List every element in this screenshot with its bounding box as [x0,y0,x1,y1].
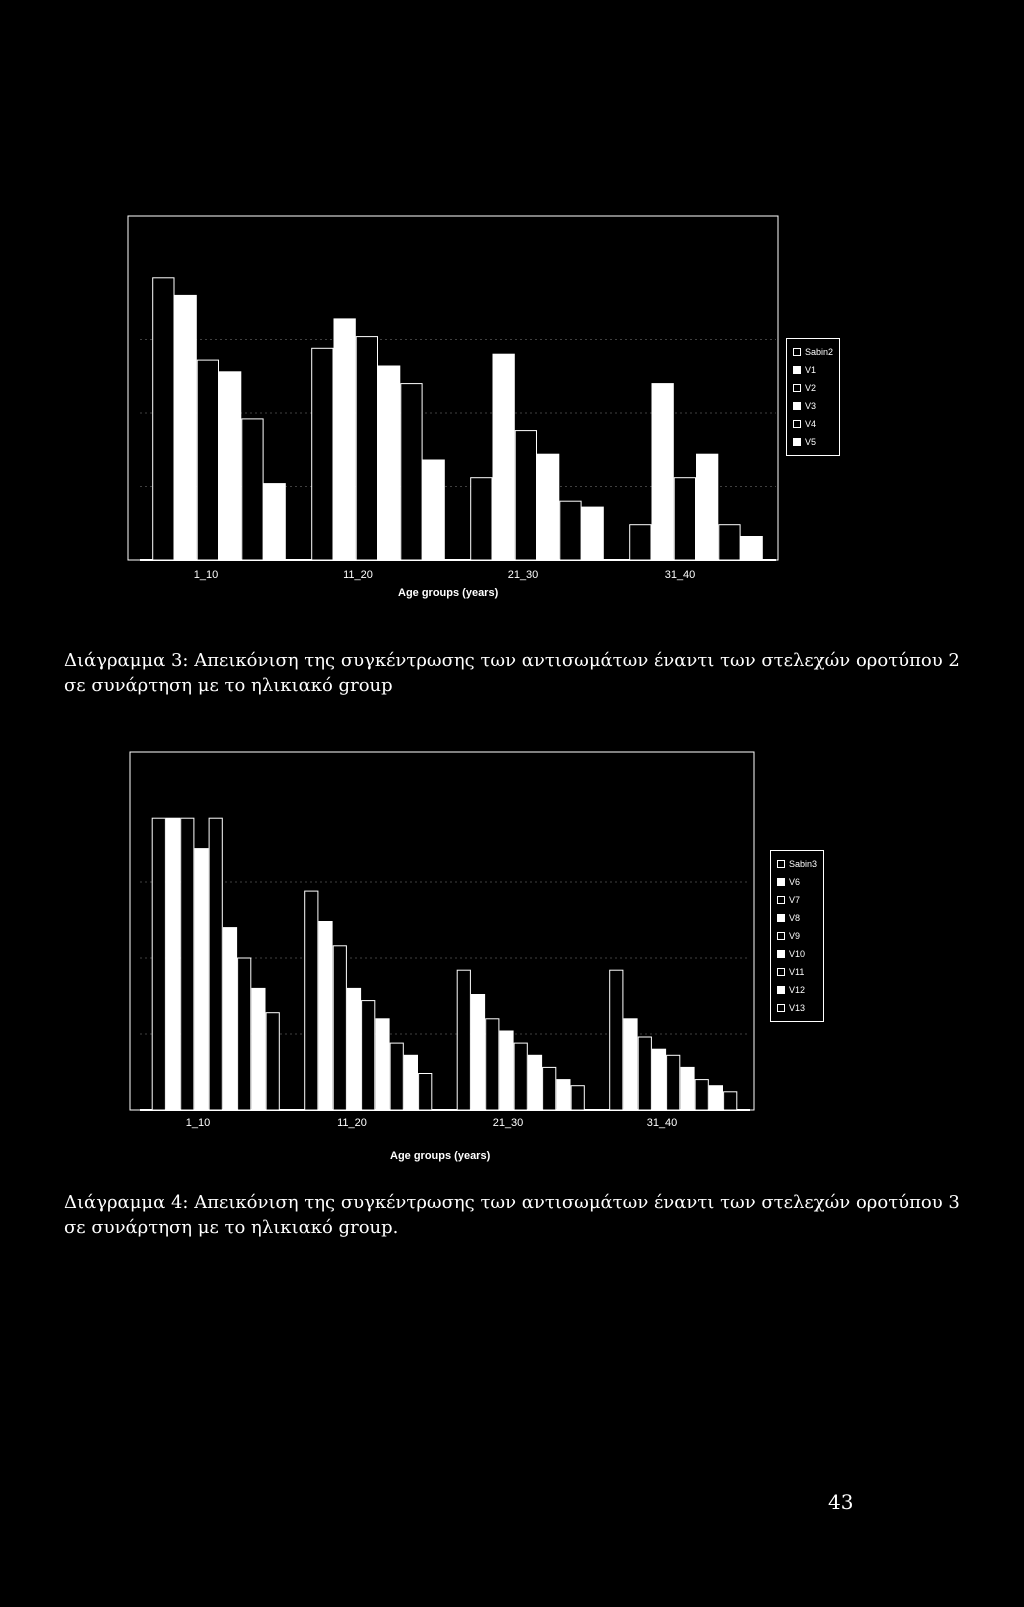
bar-v1-11_20 [334,319,355,560]
bar-v3-1_10 [220,372,241,560]
bar-v5-1_10 [264,484,285,560]
bar-v7-1_10 [181,818,194,1110]
x-tick-label: 1_10 [185,1117,211,1129]
bar-v12-21_30 [557,1080,570,1110]
legend-label: V5 [805,437,817,447]
bar-v9-21_30 [514,1043,527,1110]
legend-swatch [777,896,785,904]
figure-3-caption: Διάγραμμα 3: Απεικόνιση της συγκέντρωσης των αντισωμάτων έναντι των στελεχών οροτύπου 2 σε συνάρτηση με το ηλικιακό group [64,650,960,696]
bar-v13-31_40 [724,1092,737,1110]
bar-v6-1_10 [166,818,179,1110]
legend-swatch [793,402,801,410]
legend-label: Sabin3 [789,859,818,869]
page-number: 43 [828,1490,854,1514]
legend-swatch [793,348,801,356]
bar-v2-11_20 [356,337,377,560]
bar-v11-11_20 [390,1043,403,1110]
bar-v12-31_40 [709,1086,722,1110]
legend-item-v3 [793,397,833,415]
bar-v2-21_30 [515,431,536,560]
bar-v1-21_30 [493,354,514,560]
legend-swatch [777,950,785,958]
bar-v9-11_20 [362,1001,375,1110]
bar-v10-1_10 [223,928,236,1110]
x-tick-label: 11_20 [343,569,373,581]
bar-v11-1_10 [238,958,251,1110]
bar-v3-21_30 [538,454,559,560]
bar-v3-11_20 [379,366,400,560]
chart-1-legend [786,338,840,456]
legend-label: V12 [789,985,806,995]
chart-2-plot [0,740,1024,1160]
bar-v8-11_20 [347,988,360,1110]
legend-item-v10 [777,945,817,963]
legend-label: Sabin2 [805,347,834,357]
legend-swatch [777,986,785,994]
bar-v7-31_40 [638,1037,651,1110]
legend-label: V9 [789,931,801,941]
bar-v7-11_20 [333,946,346,1110]
bar-sabin2-11_20 [312,348,333,560]
legend-swatch [793,384,801,392]
figure-4-caption: Διάγραμμα 4: Απεικόνιση της συγκέντρωσης των αντισωμάτων έναντι των στελεχών οροτύπου 3 σε συνάρτηση με το ηλικιακό group. [64,1192,960,1238]
bar-v6-31_40 [624,1019,637,1110]
x-tick-label: 1_10 [193,569,219,581]
bar-v7-21_30 [486,1019,499,1110]
legend-item-v1 [793,361,833,379]
legend-item-v4 [793,415,833,433]
bar-v2-31_40 [674,478,695,560]
legend-label: V4 [805,419,817,429]
legend-swatch [777,878,785,886]
bar-v8-1_10 [195,849,208,1110]
x-tick-label: 21_30 [492,1117,524,1129]
bar-v5-31_40 [741,537,762,561]
x-tick-label: 31_40 [646,1117,678,1129]
bar-sabin2-31_40 [630,525,651,560]
bar-v8-21_30 [500,1031,513,1110]
legend-label: V10 [789,949,806,959]
legend-label: V8 [789,913,801,923]
bar-v4-1_10 [242,419,263,560]
legend-label: V13 [789,1003,806,1013]
bar-v4-21_30 [560,501,581,560]
legend-item-v11 [777,963,817,981]
legend-label: V1 [805,365,817,375]
bar-v12-11_20 [404,1055,417,1110]
legend-item-v5 [793,433,833,451]
bar-v5-21_30 [582,507,603,560]
bar-v8-31_40 [652,1049,665,1110]
bar-v13-11_20 [419,1074,432,1111]
bar-v4-31_40 [719,525,740,560]
bar-v1-1_10 [175,295,196,560]
bar-v6-11_20 [319,922,332,1111]
legend-label: V7 [789,895,801,905]
legend-item-v12 [777,981,817,999]
bar-v5-11_20 [423,460,444,560]
legend-item-v2 [793,379,833,397]
bar-sabin2-21_30 [471,478,492,560]
chart-1 [0,0,1024,620]
legend-swatch [793,420,801,428]
legend-swatch [777,914,785,922]
legend-swatch [777,968,785,976]
legend-item-sabin2 [793,343,833,361]
bar-v12-1_10 [252,988,265,1110]
bar-sabin3-11_20 [305,891,318,1110]
legend-item-v7 [777,891,817,909]
legend-swatch [793,438,801,446]
bar-v11-21_30 [543,1067,556,1110]
legend-item-v13 [777,999,817,1017]
bar-v10-31_40 [681,1067,694,1110]
legend-label: V3 [805,401,817,411]
legend-item-v9 [777,927,817,945]
legend-label: V2 [805,383,817,393]
bar-v2-1_10 [197,360,218,560]
legend-swatch [777,1004,785,1012]
legend-swatch [777,932,785,940]
bar-v9-1_10 [209,818,222,1110]
bar-v1-31_40 [652,384,673,560]
bar-sabin3-21_30 [457,970,470,1110]
legend-label: V6 [789,877,801,887]
legend-item-v8 [777,909,817,927]
bar-v4-11_20 [401,384,422,560]
chart-2 [0,740,1024,1160]
bar-v13-1_10 [266,1013,279,1110]
bar-sabin3-1_10 [152,818,165,1110]
chart-2-x-axis-label: Age groups (years) [390,1150,491,1162]
bar-sabin2-1_10 [153,278,174,560]
x-tick-label: 31_40 [664,569,696,581]
legend-swatch [777,860,785,868]
x-tick-label: 11_20 [337,1117,367,1129]
legend-label: V11 [789,967,805,977]
bar-sabin3-31_40 [610,970,623,1110]
bar-v11-31_40 [695,1080,708,1110]
legend-swatch [793,366,801,374]
bar-v3-31_40 [697,454,718,560]
bar-v9-31_40 [667,1055,680,1110]
x-tick-label: 21_30 [507,569,539,581]
bar-v10-21_30 [528,1055,541,1110]
bar-v6-21_30 [471,995,484,1111]
bar-v10-11_20 [376,1019,389,1110]
legend-item-v6 [777,873,817,891]
chart-1-x-axis-label: Age groups (years) [398,587,499,599]
chart-2-legend [770,850,824,1022]
bar-v13-21_30 [571,1086,584,1110]
legend-item-sabin3 [777,855,817,873]
chart-1-plot [0,0,1024,620]
